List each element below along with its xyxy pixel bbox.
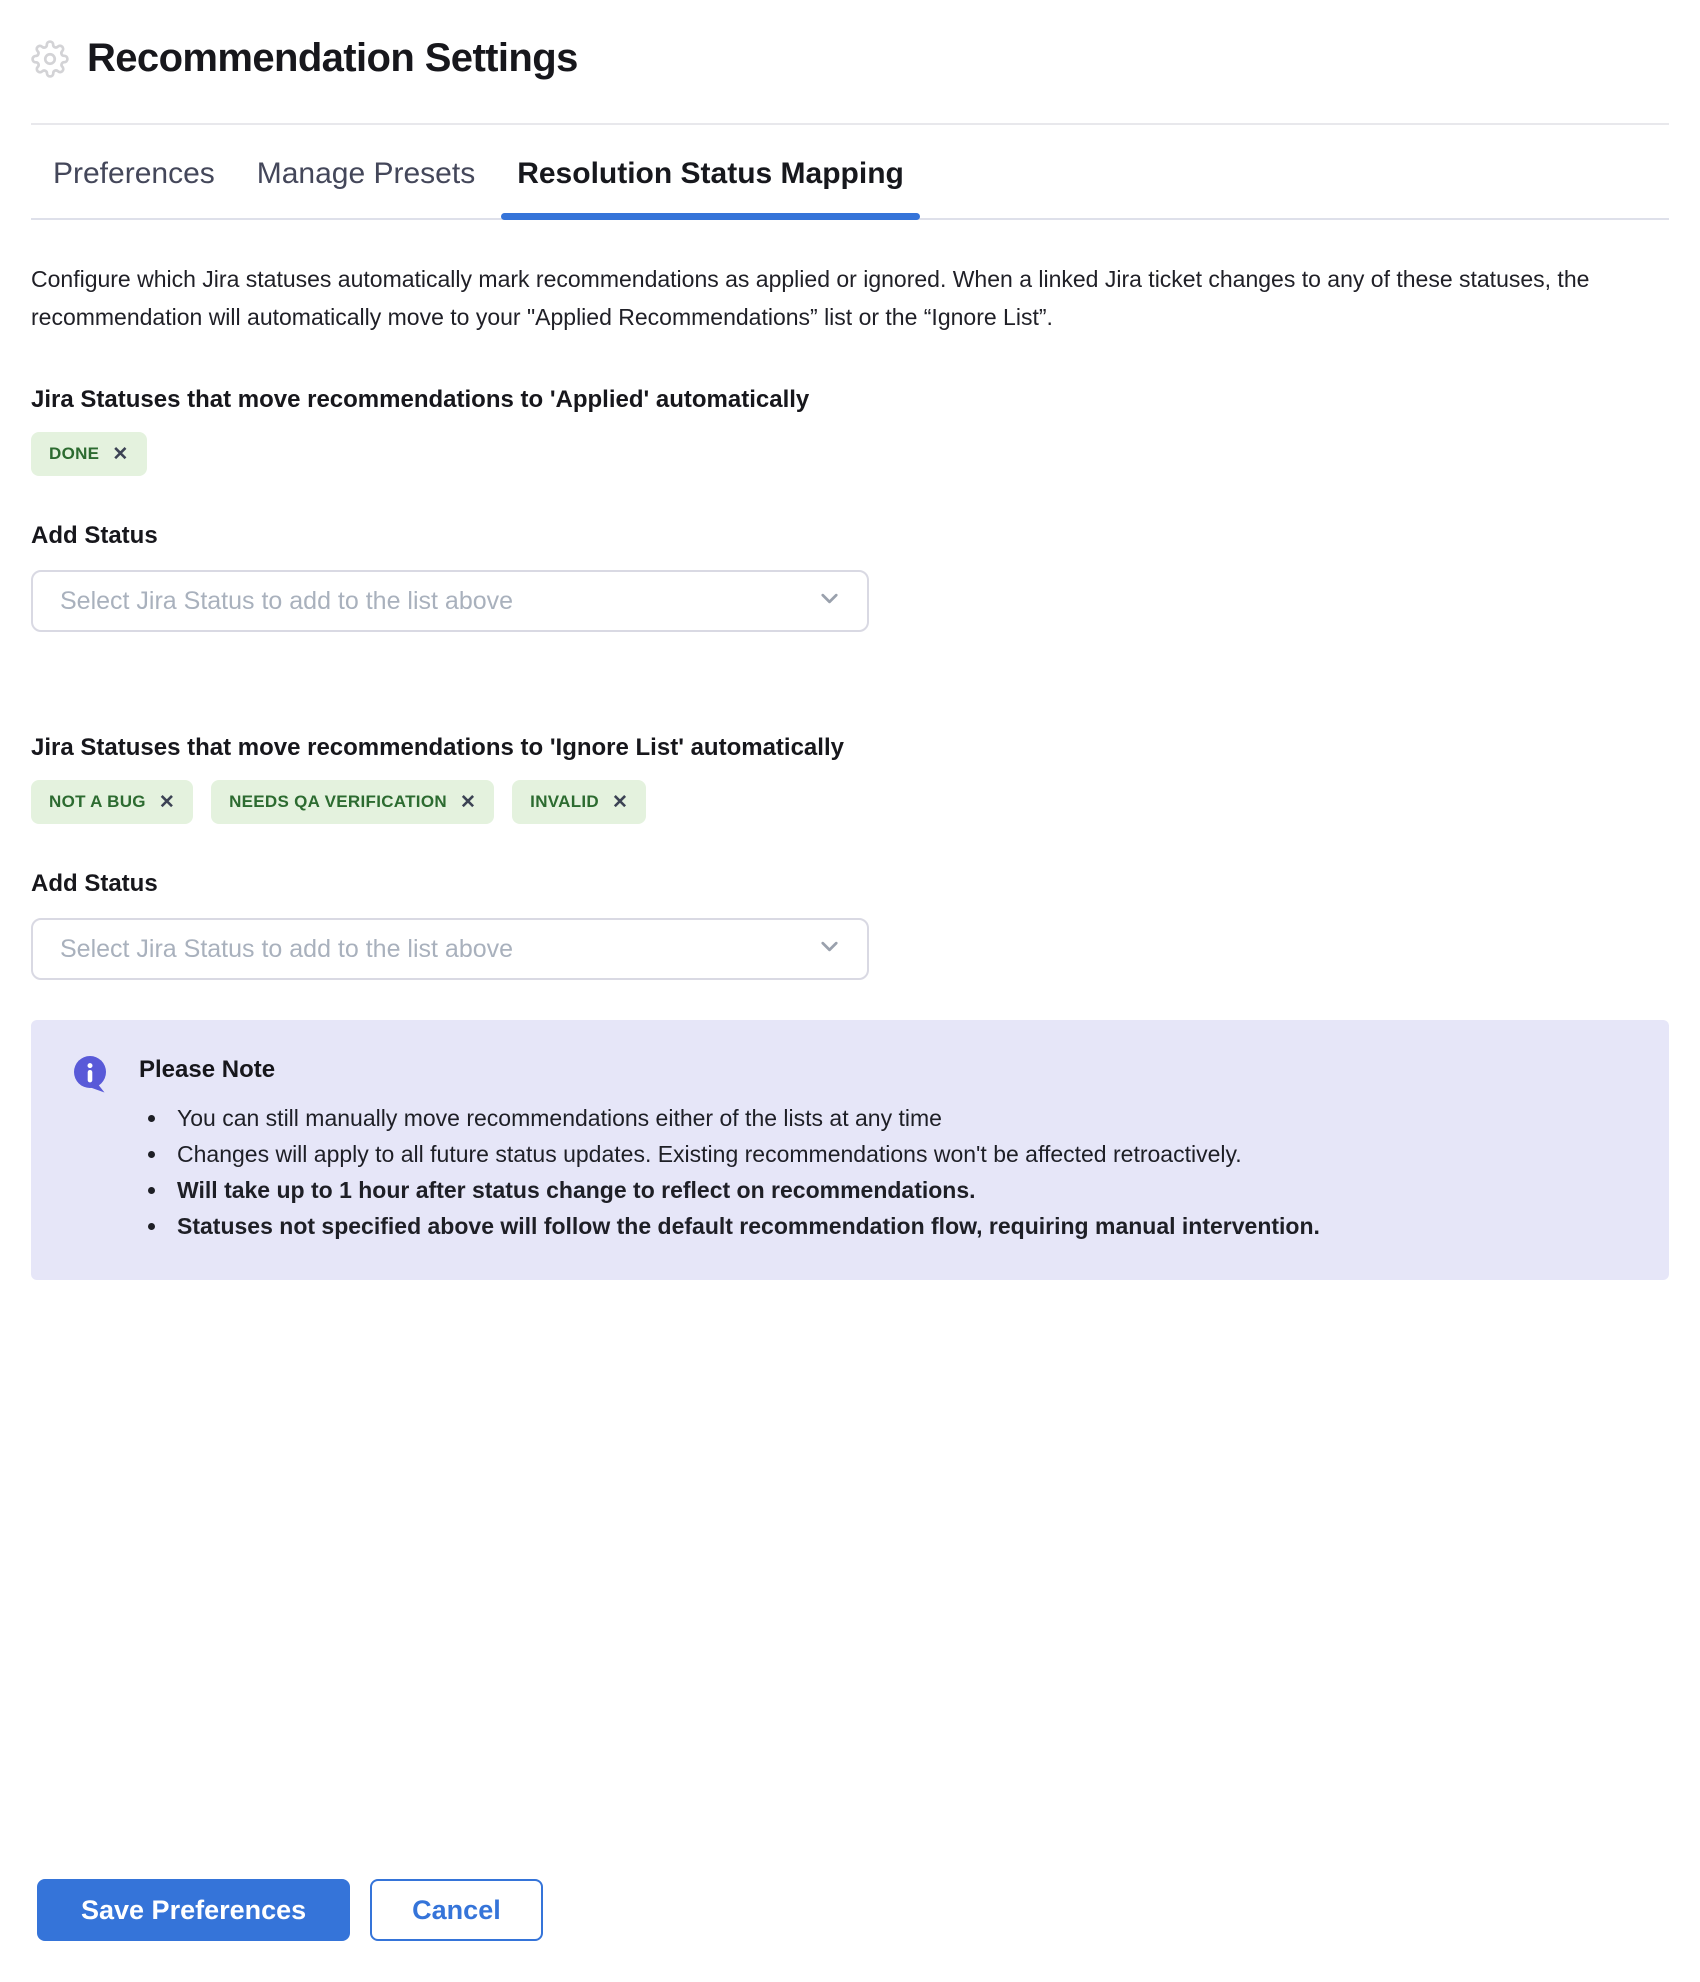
page-description: Configure which Jira statuses automatically mark recommendations as applied or ignored. When a linked Jira ticket changes to any of these statuses, the recommendation will automatically move to your "Applied Recommendations” list or the “Ignore List”.: [31, 266, 1590, 330]
please-note-box: [31, 1020, 1669, 1280]
select-placeholder: Select Jira Status to add to the list above: [60, 934, 514, 963]
tab-bar: [31, 133, 1669, 220]
footer-actions: [37, 1879, 543, 1941]
note-bullet: • Will take up to 1 hour after status change to reflect on recommendations.: [169, 1172, 1320, 1208]
status-chip-needs-qa-verification: [211, 780, 494, 824]
chevron-down-icon: [816, 933, 843, 965]
applied-section-heading: Jira Statuses that move recommendations to 'Applied' automatically: [31, 386, 810, 413]
tab-preferences[interactable]: Preferences: [53, 157, 215, 190]
close-icon[interactable]: ✕: [612, 791, 629, 813]
ignore-chip-row: [31, 780, 1669, 824]
note-bullet: • Changes will apply to all future status updates. Existing recommendations won't be affected retroactively.: [169, 1136, 1320, 1172]
tab-manage-presets[interactable]: Manage Presets: [256, 157, 476, 190]
applied-chip-row: [31, 432, 1669, 476]
note-bullet: • Statuses not specified above will follow the default recommendation flow, requiring manual intervention.: [169, 1208, 1320, 1244]
note-title: Please Note: [139, 1056, 276, 1083]
cancel-button[interactable]: Cancel: [370, 1879, 543, 1941]
info-bubble-icon: [71, 1054, 109, 1244]
close-icon[interactable]: ✕: [112, 443, 129, 465]
add-status-label: Add Status: [31, 870, 158, 897]
status-chip-not-a-bug: [31, 780, 193, 824]
ignore-section-heading: Jira Statuses that move recommendations to 'Ignore List' automatically: [31, 734, 844, 761]
status-chip-label: INVALID: [530, 792, 600, 811]
add-status-label: Add Status: [31, 522, 158, 549]
status-chip-done: [31, 432, 147, 476]
gear-icon: [31, 40, 69, 78]
page-header: [31, 0, 1669, 81]
note-bullet: • You can still manually move recommendations either of the lists at any time: [169, 1100, 1320, 1136]
status-chip-label: NEEDS QA VERIFICATION: [229, 792, 447, 811]
header-divider: [31, 123, 1669, 125]
applied-status-select[interactable]: [31, 570, 869, 632]
status-chip-label: NOT A BUG: [49, 792, 146, 811]
page-title: Recommendation Settings: [87, 36, 578, 80]
close-icon[interactable]: ✕: [459, 791, 477, 813]
note-bullet-list: [139, 1100, 1320, 1244]
ignore-status-select[interactable]: [31, 918, 869, 980]
select-placeholder: Select Jira Status to add to the list above: [60, 586, 514, 615]
save-preferences-button[interactable]: Save Preferences: [37, 1879, 350, 1941]
status-chip-label: DONE: [49, 444, 100, 463]
close-icon[interactable]: ✕: [158, 791, 176, 813]
chevron-down-icon: [816, 585, 843, 617]
tab-resolution-status-mapping[interactable]: Resolution Status Mapping: [501, 133, 920, 218]
status-chip-invalid: [512, 780, 646, 824]
note-content: [139, 1052, 1320, 1244]
